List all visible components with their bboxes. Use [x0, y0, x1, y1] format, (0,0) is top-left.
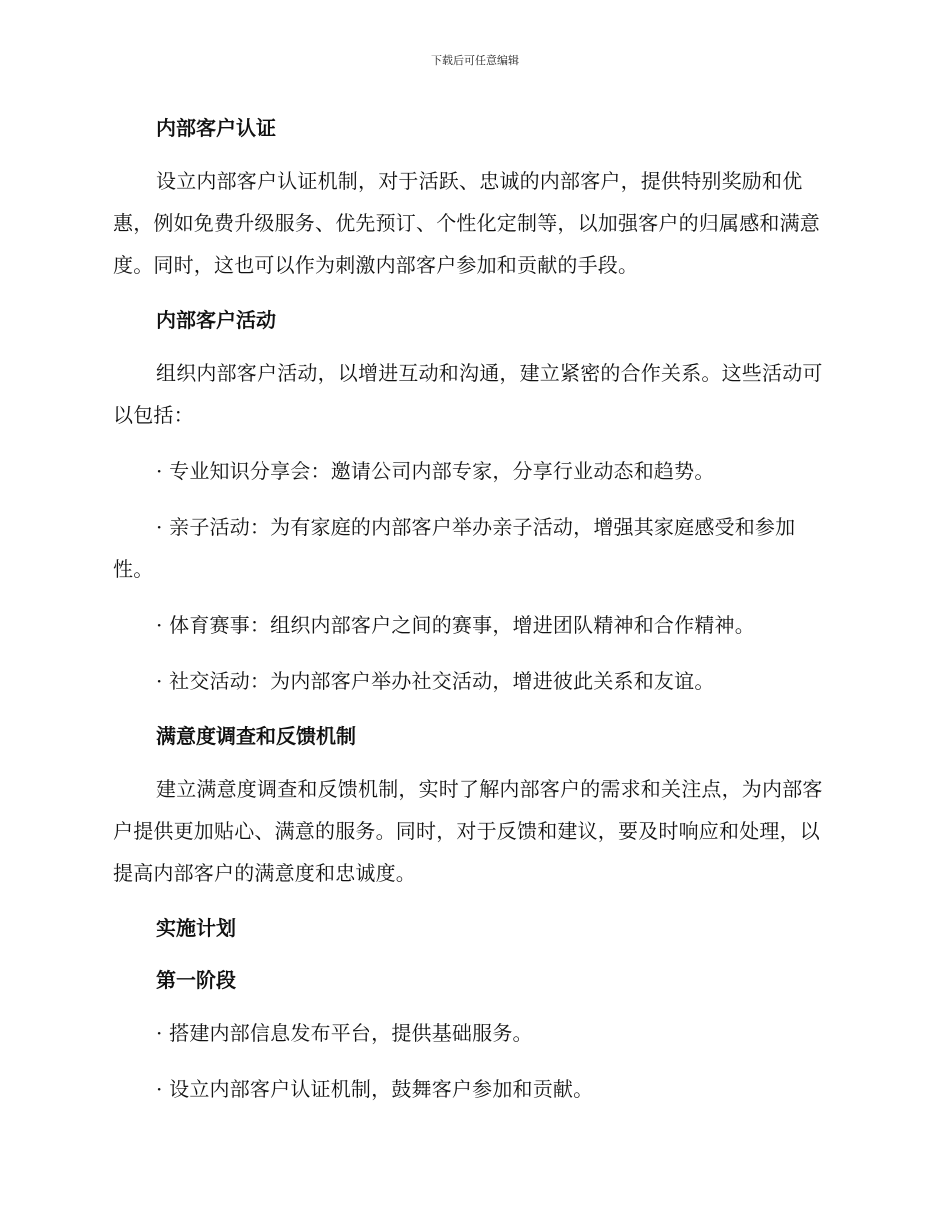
spacer — [113, 436, 833, 450]
list-item: · 设立内部客户认证机制，鼓舞客户参加和贡献。 — [156, 1077, 594, 1101]
spacer — [113, 702, 833, 716]
spacer — [113, 492, 833, 506]
paragraph-cert: 设立内部客户认证机制，对于活跃、忠诚的内部客户，提供特别奖励和优惠，例如免费升级服务、优先预订、个性化定制等，以加强客户的归属感和满意度。同时，这也可以作为刺激内部客户参加和贡献的手段。 — [113, 169, 820, 277]
spacer — [113, 340, 833, 352]
spacer — [113, 948, 833, 960]
list-item: · 社交活动：为内部客户举办社交活动，增进彼此关系和友谊。 — [156, 669, 715, 693]
list-item: · 搭建内部信息发布平台，提供基础服务。 — [156, 1021, 533, 1045]
list-item: · 亲子活动：为有家庭的内部客户举办亲子活动，增强其家庭感受和参加性。 — [113, 515, 796, 581]
spacer — [113, 286, 833, 300]
section-heading-plan: 实施计划 — [156, 916, 236, 940]
spacer — [113, 1054, 833, 1068]
spacer — [113, 894, 833, 908]
spacer — [113, 148, 833, 160]
list-item: · 体育赛事：组织内部客户之间的赛事，增进团队精神和合作精神。 — [156, 613, 755, 637]
spacer — [113, 590, 833, 604]
section-heading-survey: 满意度调查和反馈机制 — [156, 724, 356, 748]
section-heading-activity: 内部客户活动 — [156, 308, 276, 332]
section-heading-phase1: 第一阶段 — [156, 968, 236, 992]
spacer — [113, 756, 833, 768]
paragraph-activity: 组织内部客户活动，以增进互动和沟通，建立紧密的合作关系。这些活动可以包括： — [113, 361, 823, 427]
section-heading-cert: 内部客户认证 — [156, 116, 276, 140]
list-item: · 专业知识分享会：邀请公司内部专家，分享行业动态和趋势。 — [156, 459, 715, 483]
page-header: 下载后可任意编辑 — [431, 54, 519, 67]
spacer — [113, 1000, 833, 1012]
document-body — [113, 108, 833, 1110]
spacer — [113, 646, 833, 660]
paragraph-survey: 建立满意度调查和反馈机制，实时了解内部客户的需求和关注点，为内部客户提供更加贴心、满意的服务。同时，对于反馈和建议，要及时响应和处理，以提高内部客户的满意度和忠诚度。 — [113, 777, 823, 885]
